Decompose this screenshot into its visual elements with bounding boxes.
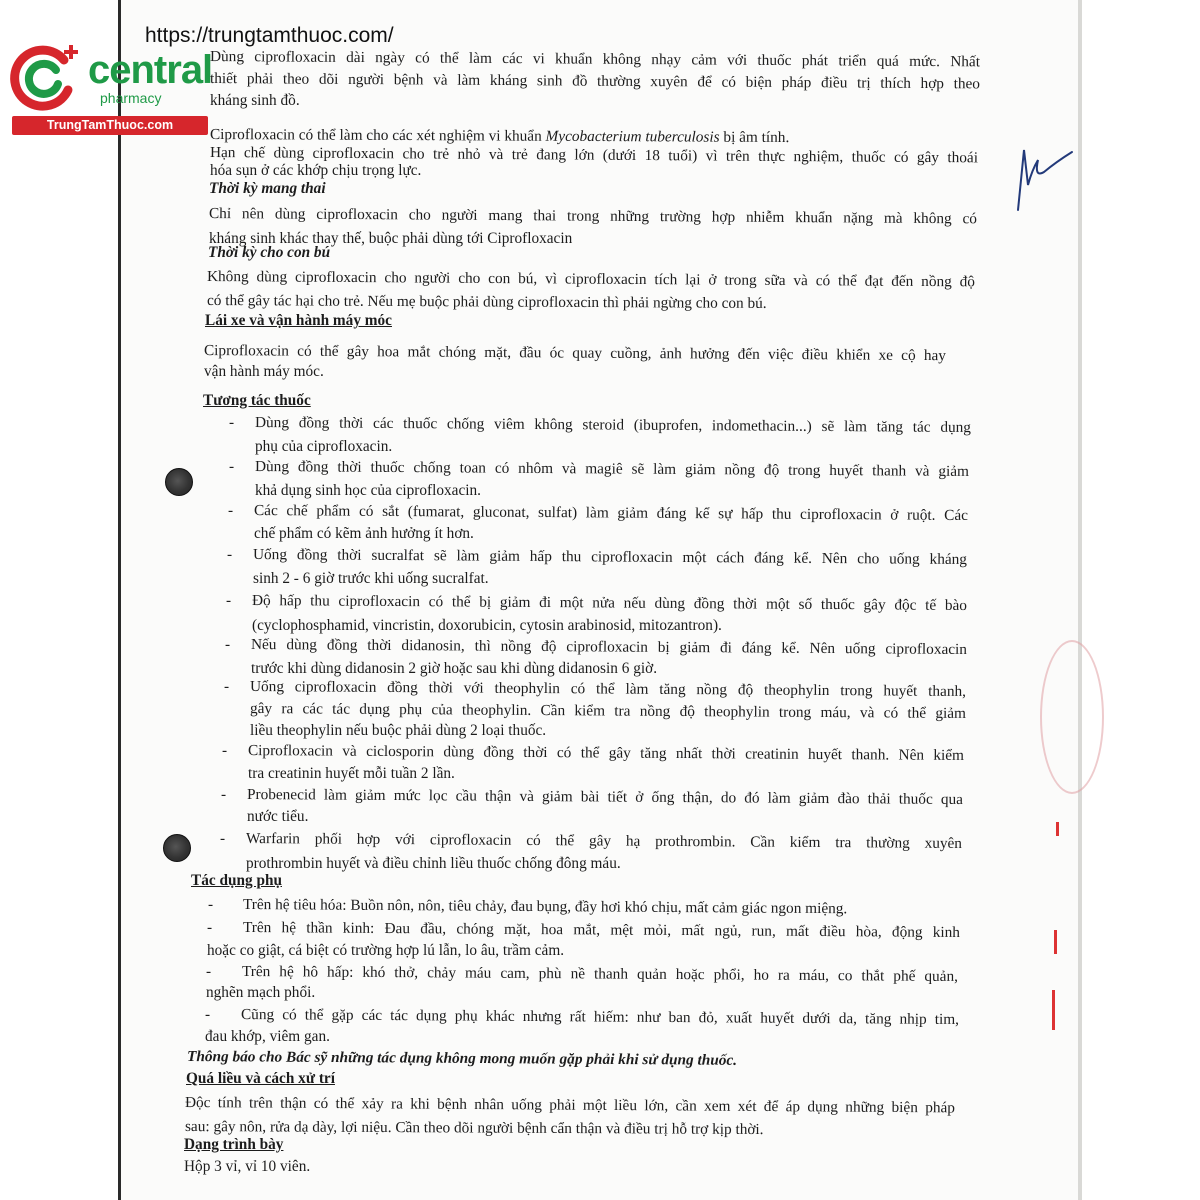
p3-line-1: Hạn chế dùng ciprofloxacin cho trẻ nhỏ và trẻ đang lớn (dưới 18 tuổi) vì trên thực nghiệm, thuốc có gây thoái <box>209 144 979 167</box>
interaction-5-line-2: (cyclophosphamid, vincristin, doxorubicin, cytosin arabinosid, mitozantron). <box>252 617 722 634</box>
bullet-dash: - <box>206 963 212 980</box>
side-effect-2-line-2: hoặc co giật, cá biệt có trường hợp lú lẫn, lo âu, trầm cảm. <box>207 942 565 959</box>
bullet-dash: - <box>222 742 228 759</box>
interaction-6-line-2: trước khi dùng didanosin 2 giờ hoặc sau khi dùng didanosin 6 giờ. <box>251 660 658 677</box>
driving-line-1: Ciprofloxacin có thể gây hoa mắt chóng mặt, đầu óc quay cuồng, ảnh hưởng đến việc điều khiển xe cộ hay <box>203 342 947 365</box>
heading-lactation: Thời kỳ cho con bú <box>208 244 331 261</box>
bullet-dash: - <box>205 1006 211 1023</box>
bullet-dash: - <box>229 414 235 431</box>
interaction-1-line-2: phụ của ciprofloxacin. <box>255 438 393 455</box>
bullet-dash: - <box>226 592 232 609</box>
bullet-dash: - <box>225 636 231 653</box>
interaction-10-line-2: prothrombin huyết và điều chỉnh liều thuốc chống đông máu. <box>246 855 621 872</box>
interaction-1-line-1: Dùng đồng thời các thuốc chống viêm không steroid (ibuprofen, indomethacin...) sẽ làm tăng tác dụng <box>254 414 972 436</box>
side-effect-3-line-1: Trên hệ hô hấp: khó thở, chảy máu cam, phù nề thanh quản hoặc phổi, ho ra máu, co thắt phế quản, <box>241 963 959 985</box>
interaction-4-line-1: Uống đồng thời sucralfat sẽ làm giảm hấp thu ciprofloxacin một cách đáng kể. Nên cho uống kháng <box>252 546 968 568</box>
lactation-line-1: Không dùng ciprofloxacin cho người cho con bú, vì ciprofloxacin tích lại ở trong sữa và có thể đạt đến nồng độ <box>206 268 976 291</box>
side-effect-2-line-1: Trên hệ thần kinh: Đau đầu, chóng mặt, hoa mắt, mệt mỏi, mất ngủ, run, mất điều hòa, động kinh <box>242 919 961 942</box>
p2-text-italic: Mycobacterium tuberculosis <box>545 127 720 146</box>
side-effect-3-line-2: nghẽn mạch phổi. <box>206 984 316 1001</box>
heading-interactions: Tương tác thuốc <box>203 392 311 409</box>
binder-hole-bottom <box>163 834 191 862</box>
p1-line-1: Dùng ciprofloxacin dài ngày có thể làm các vi khuẩn không nhạy cảm với thuốc phát triển quá mức. Nhất <box>209 48 981 71</box>
overdose-line-2: sau: gây nôn, rửa dạ dày, lợi niệu. Cần theo dõi người bệnh cẩn thận và điều trị hỗ trợ kịp thời. <box>184 1118 764 1139</box>
interaction-7-line-1: Uống ciprofloxacin đồng thời với theophylin có thể làm tăng nồng độ theophylin trong huyết thanh, <box>249 678 967 700</box>
interaction-7-line-3: liều theophylin nếu buộc phải dùng 2 loại thuốc. <box>250 722 547 739</box>
interaction-7-line-2: gây ra các tác dụng phụ của theophylin. Cần kiểm tra nồng độ theophylin trong máu, và có thể giảm <box>249 700 967 722</box>
bullet-dash: - <box>208 896 214 913</box>
pregnancy-line-2: kháng sinh khác thay thế, buộc phải dùng tới Ciprofloxacin <box>209 230 573 247</box>
side-effect-4-line-2: đau khớp, viêm gan. <box>205 1028 330 1045</box>
logo-subtitle: pharmacy <box>100 90 162 106</box>
driving-line-2: vận hành máy móc. <box>204 363 324 380</box>
interaction-9-line-1: Probenecid làm giảm mức lọc cầu thận và giảm bài tiết ở ống thận, do đó làm giảm đào thải thuốc qua <box>246 786 964 808</box>
bullet-dash: - <box>228 502 234 519</box>
interaction-8-line-1: Ciprofloxacin và ciclosporin dùng đồng thời có thể gây tăng nhất thời creatinin huyết thanh. Nên kiểm <box>247 742 965 764</box>
binder-hole-top <box>165 468 193 496</box>
source-url[interactable]: https://trungtamthuoc.com/ <box>145 24 394 47</box>
central-pharmacy-logo[interactable] <box>8 38 213 138</box>
heading-pregnancy: Thời kỳ mang thai <box>209 180 326 197</box>
p2-text-b: bị âm tính. <box>719 128 790 147</box>
side-effect-4-line-1: Cũng có thể gặp các tác dụng phụ khác nhưng rất hiếm: như ban đỏ, xuất huyết dưới da, tăng nhịp tim, <box>240 1006 960 1029</box>
interaction-8-line-2: tra creatinin huyết mỗi tuần 2 lần. <box>248 765 455 782</box>
logo-emblem-icon <box>8 38 88 118</box>
p3-line-2: hóa sụn ở các khớp chịu trọng lực. <box>210 162 422 179</box>
interaction-5-line-1: Độ hấp thu ciprofloxacin có thể bị giảm đi một nửa nếu dùng đồng thời một số thuốc gây độc tế bào <box>251 592 968 614</box>
red-mark-icon <box>1054 930 1057 954</box>
logo-wordmark: central <box>88 48 213 92</box>
red-mark-icon <box>1056 822 1059 836</box>
lactation-line-2: có thể gây tác hại cho trẻ. Nếu mẹ buộc phải dùng ciprofloxacin thì phải ngừng cho con bú. <box>206 292 767 312</box>
signature-scribble-icon <box>1010 130 1080 220</box>
doctor-notice: Thông báo cho Bác sỹ những tác dụng không mong muốn gặp phải khi sử dụng thuốc. <box>186 1048 738 1069</box>
bullet-dash: - <box>224 678 230 695</box>
p2-text-a: Ciprofloxacin có thể làm cho các xét nghiệm vi khuẩn <box>209 126 546 145</box>
overdose-line-1: Độc tính trên thận có thể xảy ra khi bệnh nhân uống phải một liều lớn, cần xem xét để áp dụng những biện pháp <box>184 1094 956 1117</box>
interaction-2-line-2: khả dụng sinh học của ciprofloxacin. <box>255 482 481 499</box>
red-mark-icon <box>1052 990 1055 1030</box>
heading-overdose: Quá liều và cách xử trí <box>186 1070 335 1087</box>
interaction-10-line-1: Warfarin phối hợp với ciprofloxacin có thể gây hạ prothrombin. Cần kiểm tra thường xuyên <box>245 830 963 852</box>
bullet-dash: - <box>207 919 213 936</box>
interaction-2-line-1: Dùng đồng thời thuốc chống toan có nhôm và magiê sẽ làm giảm nồng độ trong huyết thanh và giảm <box>254 458 970 480</box>
side-effect-1-line-1: Trên hệ tiêu hóa: Buồn nôn, nôn, tiêu chảy, đau bụng, đầy hơi khó chịu, mất cảm giác ngon miệng. <box>242 896 848 918</box>
logo-banner: TrungTamThuoc.com <box>12 116 208 135</box>
pregnancy-line-1: Chỉ nên dùng ciprofloxacin cho người mang thai trong những trường hợp nhiễm khuẩn nặng mà không có <box>208 205 978 228</box>
faded-stamp-icon <box>1040 640 1104 794</box>
interaction-4-line-2: sinh 2 - 6 giờ trước khi uống sucralfat. <box>253 570 489 587</box>
bullet-dash: - <box>229 458 235 475</box>
bullet-dash: - <box>220 830 226 847</box>
bullet-dash: - <box>221 786 227 803</box>
bullet-dash: - <box>227 546 233 563</box>
heading-presentation: Dạng trình bày <box>184 1136 284 1153</box>
heading-side-effects: Tác dụng phụ <box>191 872 282 889</box>
heading-driving: Lái xe và vận hành máy móc <box>205 312 392 329</box>
interaction-3-line-2: chế phẩm có kẽm ảnh hưởng ít hơn. <box>254 525 474 542</box>
p1-line-3: kháng sinh đồ. <box>210 92 300 109</box>
interaction-9-line-2: nước tiểu. <box>247 808 309 825</box>
interaction-6-line-1: Nếu dùng đồng thời didanosin, thì nồng độ ciprofloxacin bị giảm đi đáng kể. Nên uống ciprofloxacin <box>250 636 968 658</box>
interaction-3-line-1: Các chế phẩm có sắt (fumarat, gluconat, sulfat) làm giảm đáng kể sự hấp thu ciprofloxacin ở ruột. Các <box>253 502 969 524</box>
presentation-line-1: Hộp 3 vỉ, vỉ 10 viên. <box>184 1158 311 1175</box>
p1-line-2: thiết phải theo dõi người bệnh và làm kháng sinh đồ thường xuyên để có biện pháp điều trị thích hợp theo <box>209 70 981 93</box>
